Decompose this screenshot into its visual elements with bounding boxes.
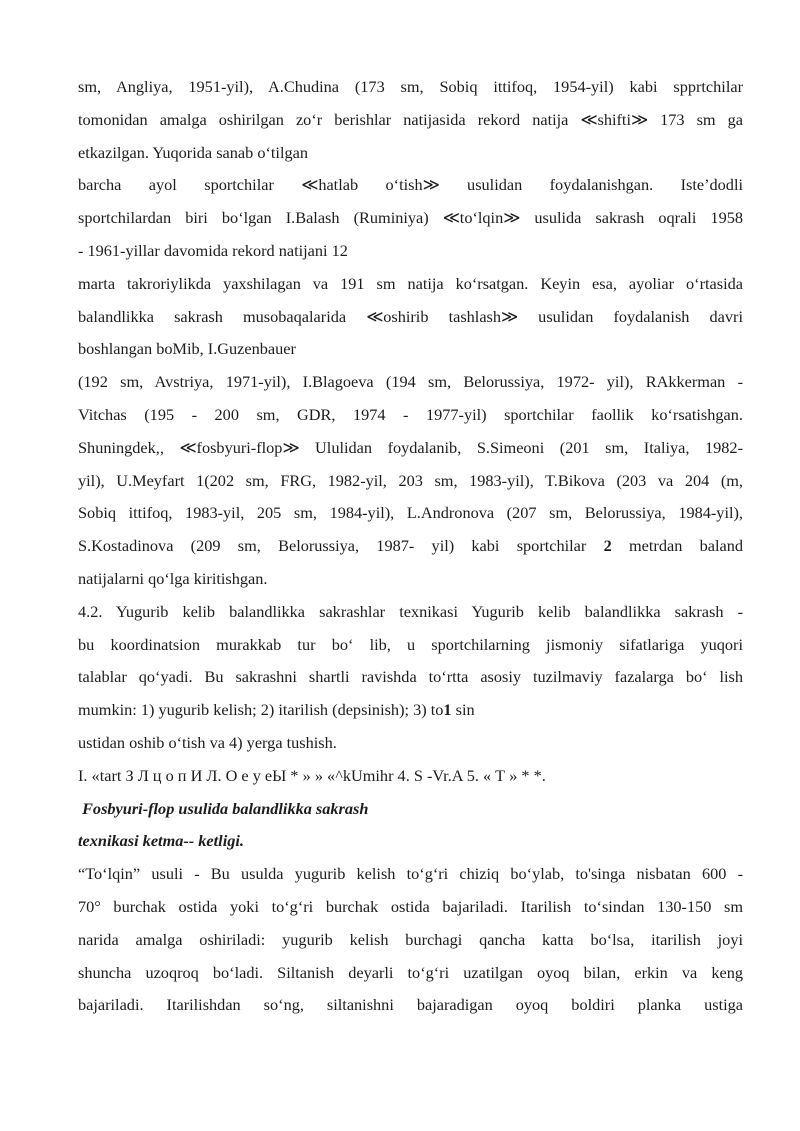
text-line: talablar qo‘yadi. Bu sakrashni shartli ravishda to‘rtta asosiy tuzilmaviy fazalarga bo‘ lish xyxy=(78,667,743,687)
text-run: metrdan baland xyxy=(611,536,743,556)
text-line: bu koordinatsion murakkab tur bo‘ lib, u sportchilarning jismoniy sifatlariga yuqori xyxy=(78,634,743,654)
text-line: tomonidan amalga oshirilgan zo‘r berishlar natijasida rekord natija ≪shifti≫ 173 sm ga xyxy=(78,109,743,129)
bold-digit: 1 xyxy=(443,700,452,720)
text-line: narida amalga oshiriladi: yugurib kelish burchagi qancha katta bo‘lsa, itarilish joyi xyxy=(78,929,743,949)
text-line xyxy=(78,530,743,563)
text-line: sportchilardan biri bo‘lgan I.Balash (Ruminiya) ≪to‘lqin≫ usulida sakrash oqrali 1958 xyxy=(78,208,743,228)
text-line: Sobiq ittifoq, 1983-yil, 205 sm, 1984-yil), L.Andronova (207 sm, Belorussiya, 1984-yil), xyxy=(78,503,743,523)
text-line: boshlangan boMib, I.Guzenbauer xyxy=(78,339,296,359)
text-line: (192 sm, Avstriya, 1971-yil), I.Blagoeva (194 sm, Belorussiya, 1972- yil), RAkkerman - xyxy=(78,372,743,392)
text-line: Shuningdek,, ≪fosbyuri-flop≫ Ululidan foydalanib, S.Simeoni (201 sm, Italiya, 1982- xyxy=(78,437,743,457)
text-line: “To‘lqin” usuli - Bu usulda yugurib kelish to‘g‘ri chiziq bo‘ylab, to'singa nisbatan 600 - xyxy=(78,864,743,884)
text-run: mumkin: 1) yugurib kelish; 2) itarilish (depsinish); 3) to xyxy=(78,700,444,720)
text-line: marta takroriylikda yaxshilagan va 191 sm natija ko‘rsatgan. Keyin esa, ayoliar o‘rtasida xyxy=(78,273,743,293)
bold-digit: 2 xyxy=(603,536,612,556)
section-heading: texnikasi ketma-- ketligi. xyxy=(78,831,244,851)
text-line xyxy=(78,694,743,727)
text-line: balandlikka sakrash musobaqalarida ≪oshirib tashlash≫ usulidan foydalanish davri xyxy=(78,306,743,326)
text-line: ustidan oshib o‘tish va 4) yerga tushish. xyxy=(78,732,337,752)
text-line: barcha ayol sportchilar ≪hatlab o‘tish≫ usulidan foydalanishgan. Iste’dodli xyxy=(78,175,743,195)
text-line: 70° burchak ostida yoki to‘g‘ri burchak ostida bajariladi. Itarilish to‘sindan 130-150 sm xyxy=(78,896,743,916)
text-line: - 1961-yillar davomida rekord natijani 12 xyxy=(78,240,348,260)
text-run: sin xyxy=(451,700,475,720)
text-line: etkazilgan. Yuqorida sanab o‘tilgan xyxy=(78,142,308,162)
section-heading: Fosbyuri-flop usulida balandlikka sakrash xyxy=(78,798,369,818)
text-line: sm, Angliya, 1951-yil), A.Chudina (173 sm, Sobiq ittifoq, 1954-yil) kabi spprtchilar xyxy=(78,77,743,96)
text-line: bajariladi. Itarilishdan so‘ng, siltanishni bajaradigan oyoq boldiri planka ustiga xyxy=(78,995,743,1015)
ocr-garbled-line: I. «tart З Л ц о п И Л. О е у еЫ * » » «^kUmihr 4. S -Vr.A 5. « Т » * *. xyxy=(78,765,546,785)
text-line: Vitchas (195 - 200 sm, GDR, 1974 - 1977-yil) sportchilar faollik ko‘rsatishgan. xyxy=(78,404,743,424)
text-line: yil), U.Meyfart 1(202 sm, FRG, 1982-yil, 203 sm, 1983-yil), T.Bikova (203 va 204 (m, xyxy=(78,470,743,490)
text-run: S.Kostadinova (209 sm, Belorussiya, 1987- yil) kabi sportchilar xyxy=(78,536,604,556)
text-line: natijalarni qo‘lga kiritishgan. xyxy=(78,568,268,588)
text-line: shuncha uzoqroq bo‘ladi. Siltanish deyarli to‘g‘ri uzatilgan oyoq bilan, erkin va keng xyxy=(78,962,743,982)
text-line: 4.2. Yugurib kelib balandlikka sakrashlar texnikasi Yugurib kelib balandlikka sakrash - xyxy=(78,601,743,621)
